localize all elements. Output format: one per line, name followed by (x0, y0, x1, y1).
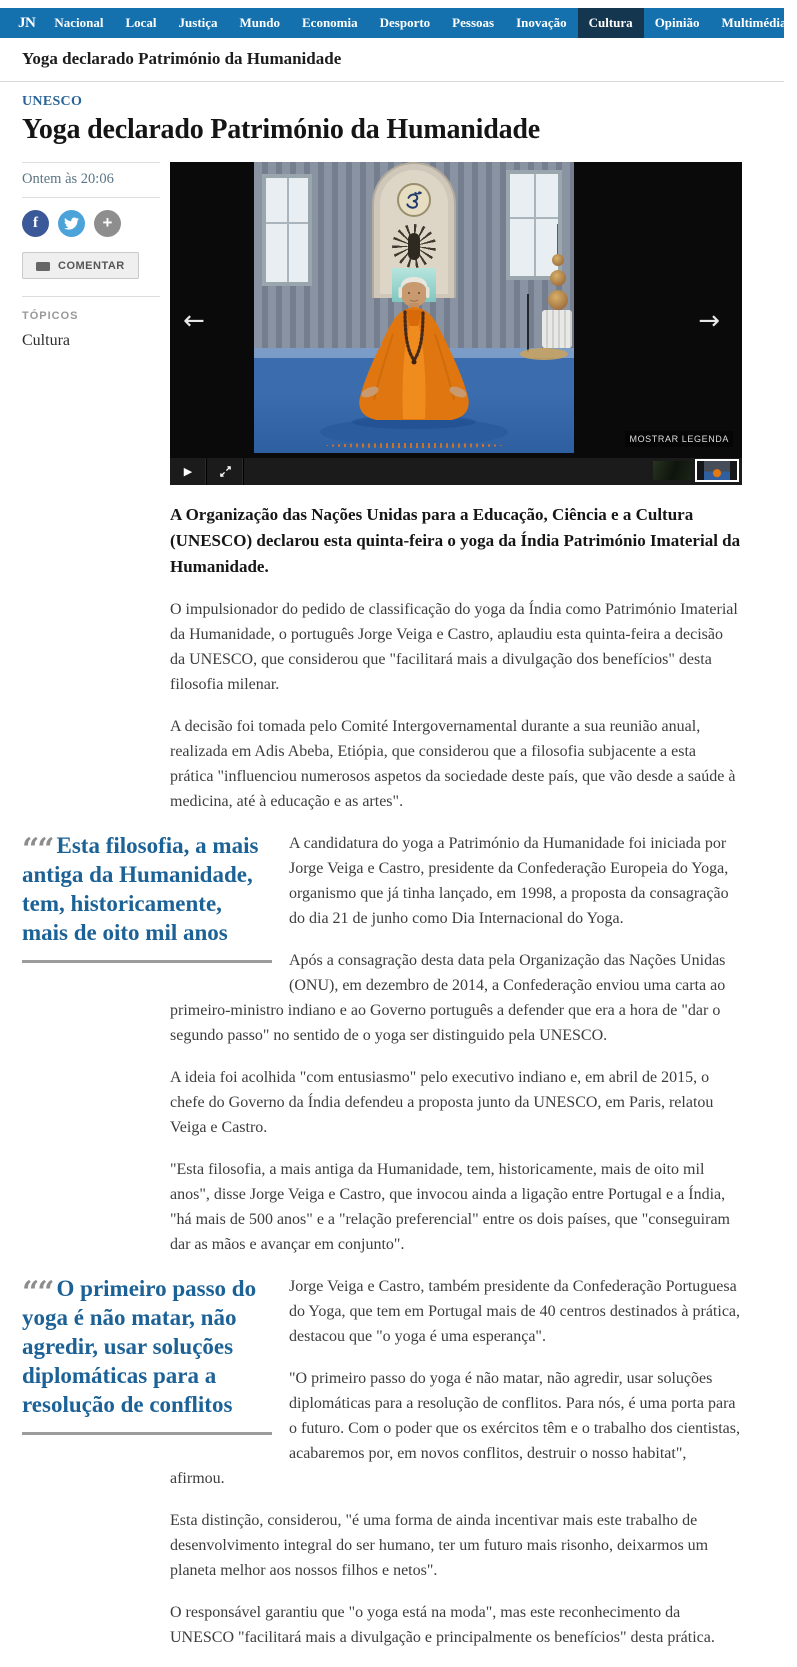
show-caption-button[interactable]: MOSTRAR LEGENDA (625, 431, 733, 447)
gallery-fullscreen-button[interactable] (207, 458, 244, 485)
article-paragraph: Esta distinção, considerou, "é uma forma de ainda incentivar mais este trabalho de desenvolvimento integral do ser humano, ter um futuro mais risonho, deixarmos um planeta melhor aos nossos filhos e netos". (170, 1512, 709, 1579)
photo-statue (392, 224, 436, 268)
photo-side-mat (520, 348, 568, 360)
photo-gong (548, 290, 568, 310)
jn-logo[interactable]: JN (18, 14, 36, 31)
twitter-share-button[interactable] (58, 210, 85, 237)
nav-item-nacional[interactable]: Nacional (54, 15, 104, 30)
nav-item-local[interactable]: Local (125, 15, 157, 30)
nav-item-opiniao[interactable]: Opinião (654, 15, 700, 30)
main-nav (0, 8, 787, 38)
quote-icon: ““ (22, 1275, 53, 1310)
topic-link-cultura[interactable]: Cultura (22, 332, 70, 349)
quote-rule (22, 960, 272, 963)
photo-gallery (170, 162, 742, 485)
article-paragraph: Após a consagração desta data pela Organização das Nações Unidas (ONU), em dezembro de 2014, a Confederação enviou uma carta ao primeiro-ministro indiano e ao Governo português a defender que era a hora de "dar o segundo passo" no sentido de o yoga ser distinguido pela UNESCO. (170, 952, 726, 1044)
nav-item-inovacao[interactable]: Inovação (516, 15, 567, 30)
more-share-button[interactable] (94, 210, 121, 237)
nav-item-cultura[interactable]: Cultura (578, 8, 644, 38)
quote-icon: ““ (22, 832, 53, 867)
gallery-stage (170, 162, 742, 458)
publish-time: Ontem às 20:06 (22, 171, 114, 187)
photo-radiator (542, 310, 572, 348)
nav-item-desporto[interactable]: Desporto (379, 15, 431, 30)
nav-item-mundo[interactable]: Mundo (239, 15, 280, 30)
breadcrumb-title: Yoga declarado Património da Humanidade (22, 49, 342, 68)
pull-quote-1 (22, 831, 272, 977)
gallery-thumbnail-1[interactable] (653, 461, 691, 480)
article-lead: A Organização das Nações Unidas para a Educação, Ciência e a Cultura (UNESCO) declarou esta quinta-feira o yoga da Índia Património Imaterial da Humanidade. (170, 505, 741, 576)
breadcrumb (0, 38, 784, 82)
facebook-share-button[interactable] (22, 210, 49, 237)
quote-rule (22, 1432, 272, 1435)
photo-window-left (262, 174, 312, 286)
photo-gong (552, 254, 564, 266)
comment-button[interactable] (22, 252, 139, 279)
divider (22, 197, 160, 198)
nav-item-economia[interactable]: Economia (302, 15, 358, 30)
pull-quote-text: Esta filosofia, a mais antiga da Humanidade, tem, historicamente, mais de oito mil anos (22, 833, 259, 945)
photo-gong (550, 270, 566, 286)
page-title: Yoga declarado Património da Humanidade (22, 114, 541, 145)
article-sidebar (22, 162, 170, 350)
article-paragraph: O impulsionador do pedido de classificação do yoga da Índia como Património Imaterial da Humanidade, o português Jorge Veiga e Castro, aplaudiu esta quinta-feira a decisão da UNESCO, que considerou que "facilitará mais a divulgação dos benefícios" desta filosofia milenar. (170, 601, 738, 693)
gallery-play-button[interactable] (170, 458, 207, 485)
facebook-icon: f (33, 215, 38, 231)
comment-button-label: COMENTAR (58, 260, 125, 272)
article-paragraph: "Esta filosofia, a mais antiga da Humanidade, tem, historicamente, mais de oito mil anos", disse Jorge Veiga e Castro, que invocou ainda a ligação entre Portugal e a Índia, "há mais de 500 anos" e a "relação preferencial" entre os dois países, que "conseguiram dar as mãos e avançar em conjunto". (170, 1161, 730, 1253)
play-icon: ▶ (183, 465, 193, 478)
plus-icon: + (102, 213, 113, 232)
comment-bubble-icon (36, 262, 50, 271)
article-paragraph: Jorge Veiga e Castro, também presidente da Confederação Portuguesa do Yoga, que tem em Portugal mais de 40 centros destinados à prática, destacou que "o yoga é uma esperança". (289, 1278, 741, 1345)
gallery-prev-button[interactable]: ← (183, 306, 205, 336)
om-symbol-icon (397, 183, 431, 217)
photo-yogi (346, 270, 482, 430)
share-buttons (22, 210, 170, 237)
fullscreen-icon (219, 465, 232, 478)
article-photo (254, 162, 574, 453)
twitter-icon (64, 216, 79, 231)
nav-item-justica[interactable]: Justiça (178, 15, 218, 30)
gallery-thumbnail-2-selected[interactable] (695, 459, 739, 482)
article-paragraph: A candidatura do yoga a Património da Humanidade foi iniciada por Jorge Veiga e Castro, presidente da Confederação Europeia do Yoga, organismo que já tinha lançado, em 1998, a proposta da consagração do dia 21 de junho como Dia Internacional do Yoga. (289, 835, 729, 927)
article-paragraph: O responsável garantiu que "o yoga está na moda", mas este reconhecimento da UNESCO "facilitará mais a divulgação e principalmente os benefícios" desta prática. (170, 1604, 715, 1646)
article-paragraph: A decisão foi tomada pelo Comité Intergovernamental durante a sua reunião anual, realizada em Adis Abeba, Etiópia, que considerou que a filosofia subjacente a esta prática "influenciou numerosos aspetos da sociedade deste país, que vão desde a saúde à medicina, até à educação e as artes". (170, 718, 736, 810)
divider (22, 162, 160, 163)
article-paragraph: "O primeiro passo do yoga é não matar, não agredir, usar soluções diplomáticas para a resolução de conflitos. Para nós, é uma porta para o futuro. Com o poder que os exércitos têm e o trabalho dos cientistas, acabaremos por, em novos conflitos, destruir o nosso habitat", afirmou. (170, 1370, 741, 1487)
article-body (22, 502, 742, 1650)
pull-quote-2 (22, 1274, 272, 1461)
pull-quote-text: O primeiro passo do yoga é não matar, não agredir, usar soluções diplomáticas para a resolução de conflitos (22, 1276, 257, 1417)
article-kicker[interactable]: UNESCO (22, 94, 83, 109)
nav-item-multimedia[interactable]: Multimédia (721, 15, 787, 30)
article-paragraph: A ideia foi acolhida "com entusiasmo" pelo executivo indiano e, em abril de 2015, o chefe do Governo da Índia defendeu a proposta junto da UNESCO, em Paris, relatou Veiga e Castro. (170, 1069, 714, 1136)
topics-label: TÓPICOS (22, 310, 79, 322)
gallery-toolbar (170, 458, 742, 485)
gallery-next-button[interactable]: → (698, 306, 720, 336)
gallery-thumbnails (653, 459, 739, 482)
divider (22, 296, 160, 297)
nav-item-pessoas[interactable]: Pessoas (452, 15, 495, 30)
